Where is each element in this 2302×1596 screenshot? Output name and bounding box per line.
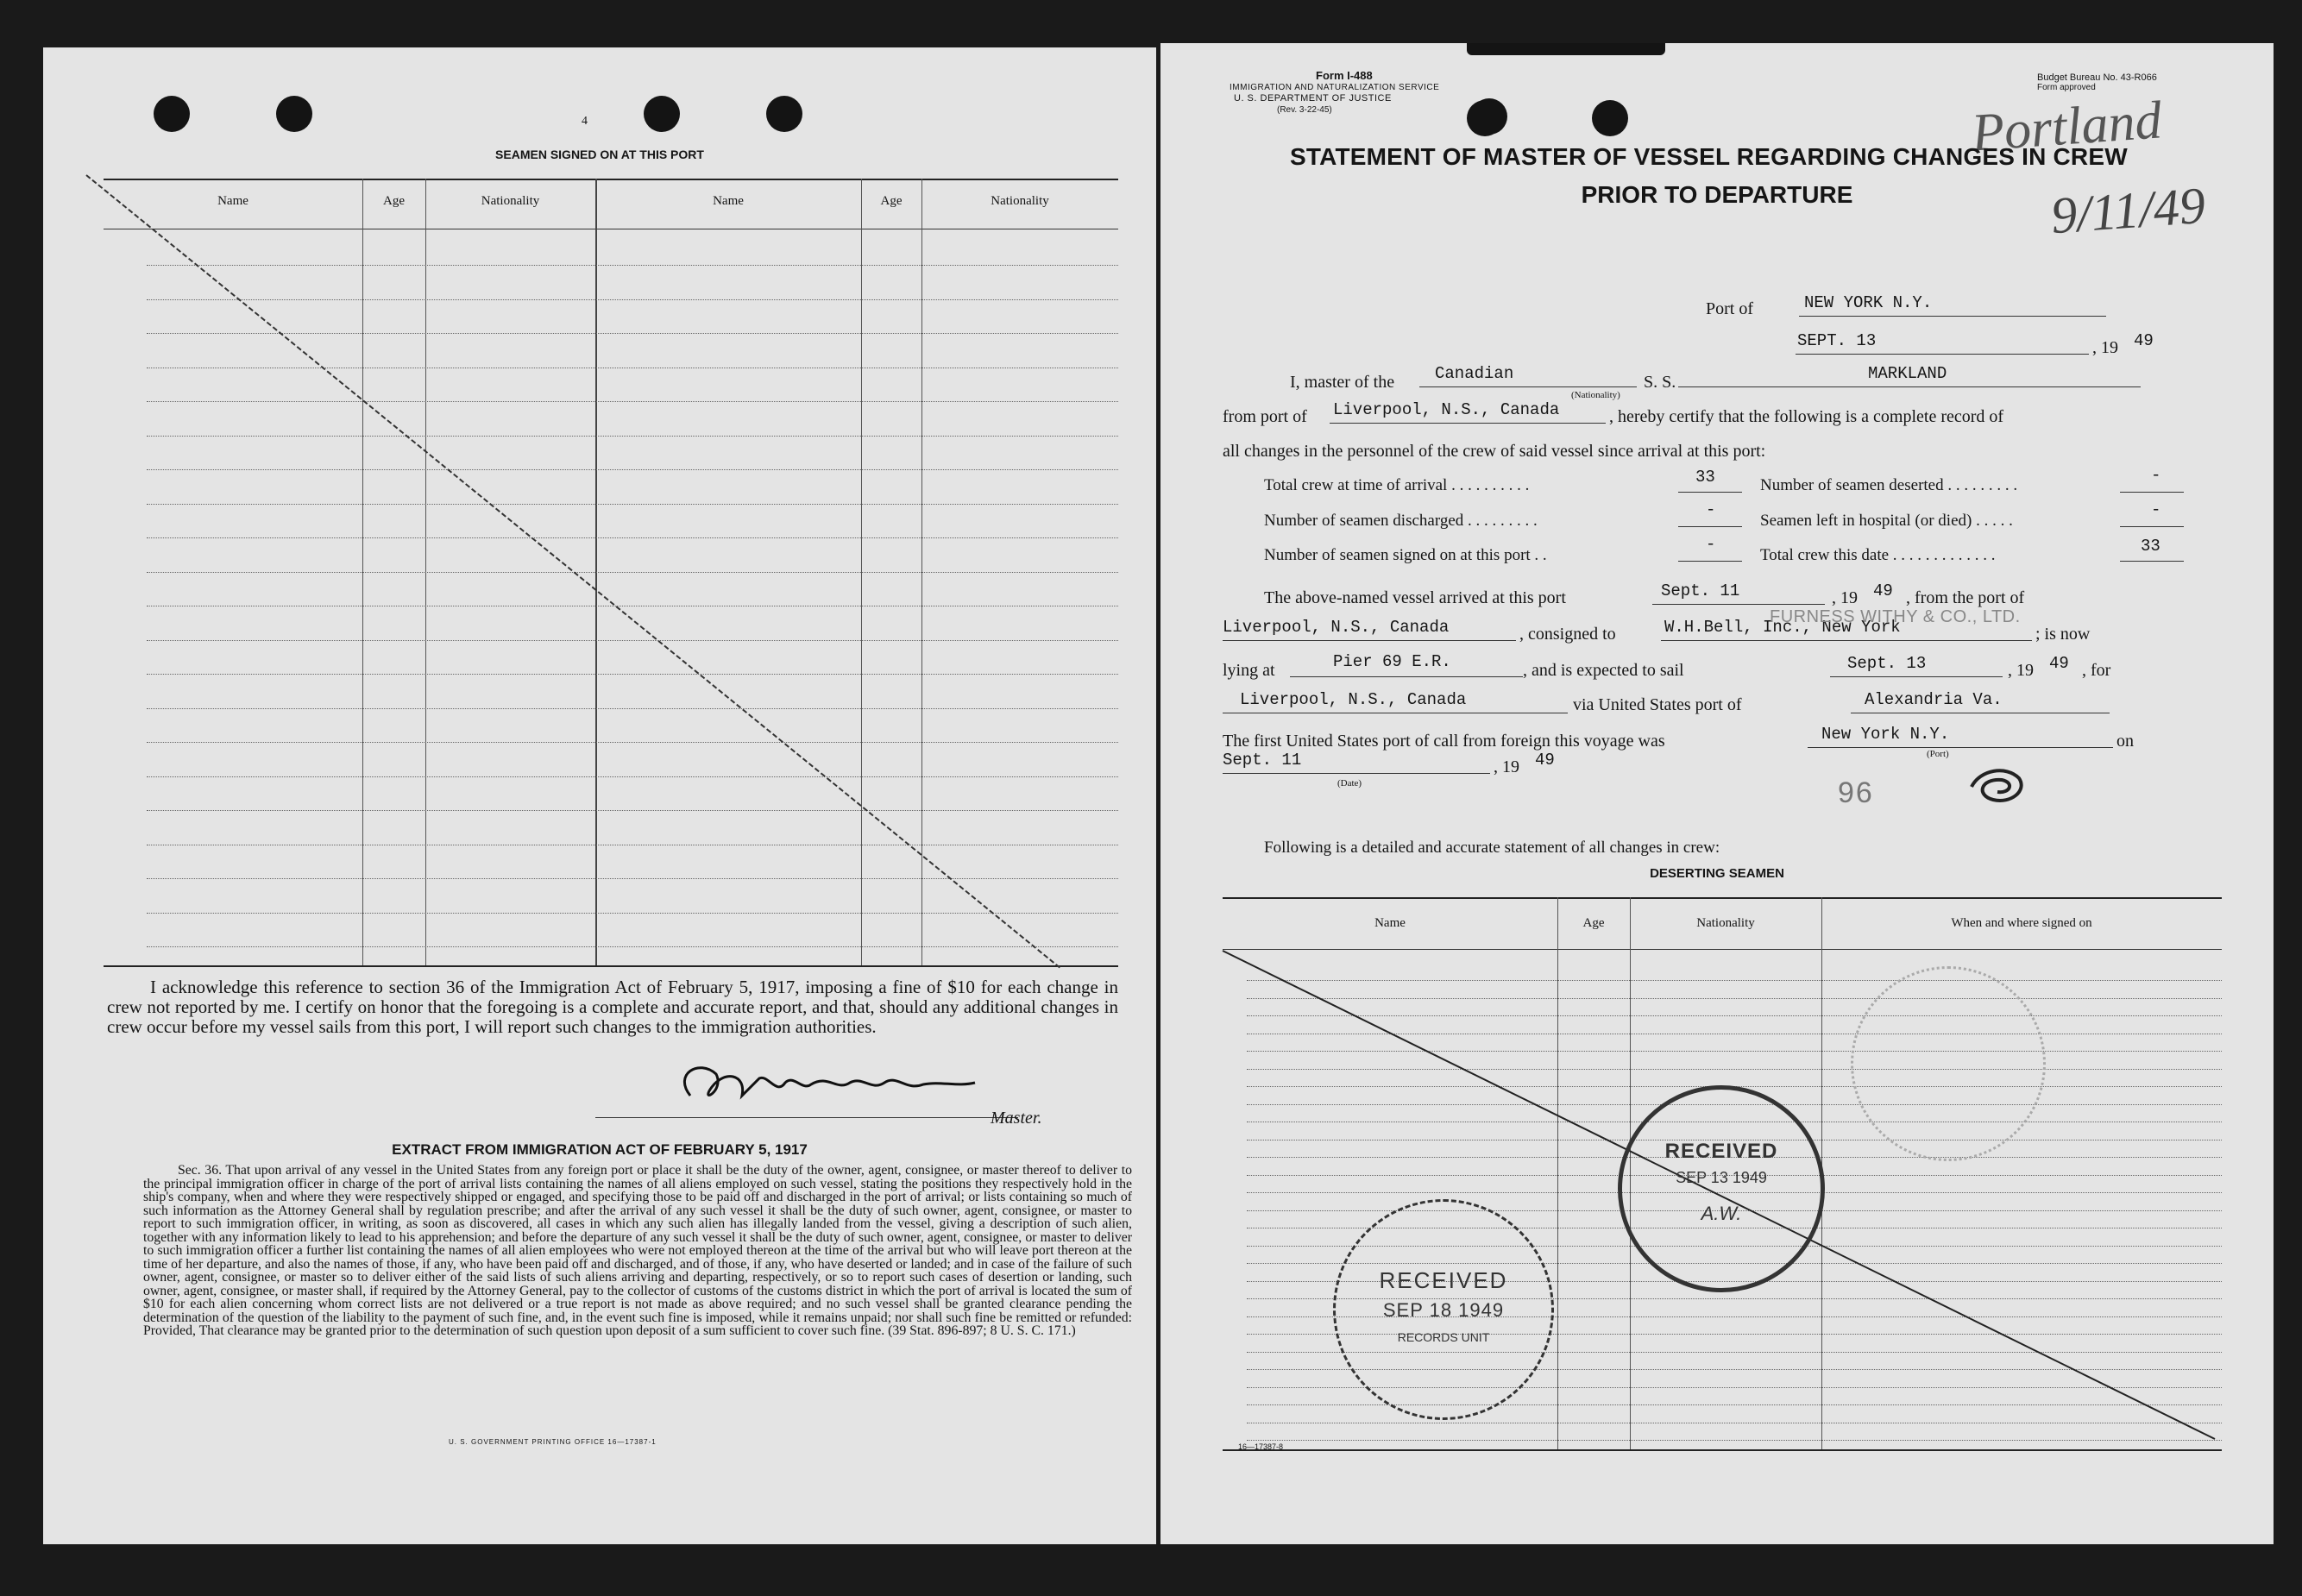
sail-date: Sept. 13 <box>1847 654 1927 673</box>
received-stamp-records <box>1333 1199 1554 1420</box>
handwritten-port-note: Portland <box>1969 91 2164 163</box>
master-signature <box>664 1057 1009 1117</box>
year-prefix: , 19 <box>2092 338 2118 357</box>
stat-total-crew-arrival: Total crew at time of arrival . . . . . . . . . . <box>1264 476 1530 494</box>
call-date: Sept. 11 <box>1223 751 1302 770</box>
revision-date: (Rev. 3-22-45) <box>1277 105 1332 115</box>
nationality-value: Canadian <box>1435 364 1514 383</box>
for-label: , for <box>2082 661 2111 680</box>
deserting-title: DESERTING SEAMEN <box>1650 866 1784 881</box>
arrived-date: Sept. 11 <box>1661 581 1740 600</box>
from-port-of-label: , from the port of <box>1906 588 2025 607</box>
col-header-nationality: Nationality <box>1696 916 1755 930</box>
date-caption: (Date) <box>1337 778 1362 789</box>
nationality-caption: (Nationality) <box>1571 390 1620 400</box>
ship-name: MARKLAND <box>1868 364 1947 383</box>
right-page <box>1160 43 2274 1544</box>
stat-hospital-value: - <box>2151 500 2161 519</box>
col-header-age: Age <box>880 194 903 208</box>
col-header-name: Name <box>217 194 248 208</box>
stat-signed-on: Number of seamen signed on at this port . . <box>1264 546 1547 564</box>
extract-title: EXTRACT FROM IMMIGRATION ACT OF FEBRUARY 5, 1917 <box>392 1141 808 1158</box>
acknowledgement-text: I acknowledge this reference to section 36 of the Immigration Act of February 5, 1917, imposing a fine of $10 for each change in crew not reported by me. I certify on honor that the foregoing is a complete and accurate report, and that, should any additional changes in crew occur before my vessel sails from this port, I will report such changes to the immigration authorities. <box>107 977 1118 1037</box>
form-footer: 16—17387-8 <box>1238 1442 1284 1451</box>
form-number: Form I-488 <box>1316 69 1373 82</box>
agency-name: IMMIGRATION AND NATURALIZATION SERVICE <box>1230 83 1440 92</box>
on-label: on <box>2116 732 2134 751</box>
stat-deserted-value: - <box>2151 466 2161 485</box>
lying-at-label: lying at <box>1223 661 1275 680</box>
faint-circular-stamp <box>1851 966 2046 1161</box>
stat-total-crew-today: Total crew this date . . . . . . . . . . . . . <box>1760 546 1996 564</box>
stat-total-crew-arrival-value: 33 <box>1695 468 1715 487</box>
form-approved: Form approved <box>2037 83 2096 92</box>
department-name: U. S. DEPARTMENT OF JUSTICE <box>1234 93 1392 104</box>
received-stamp-port <box>1618 1085 1825 1292</box>
date-value: SEPT. 13 <box>1797 331 1877 350</box>
furness-withy-stamp: FURNESS WITHY & CO., LTD. <box>1770 607 2021 626</box>
consigned-label: , consigned to <box>1519 625 1616 644</box>
extract-text: Sec. 36. That upon arrival of any vessel in the United States from any foreign port or place it shall be the duty of the owner, agent, consignee, or master thereof to deliver to the principal immigration officer in charge of the port of arrival lists containing the names of all aliens employed on such vessel, stating the positions they respectively hold in the ship's company, when and where they were respectively shipped or engaged, and specifying those to be paid off and discharged in the port of arrival; or lists containing so much of such information as the Attorney General shall by regulation prescribe; and after the arrival of any such vessel it shall be the duty of such owner, agent, consignee, or master to report to such immigration officer, in writing, as soon as discovered, all cases in which any such alien has illegally landed from the vessel, giving a description of such alien, together with any information likely to lead to his apprehension; and before the departure of any such vessel it shall be the duty of such owner, agent, consignee, or master to deliver to such immigration officer a further list containing the names of all alien employees who were not employed thereon at the time of the arrival but who will leave port thereon at the time of her departure, and also the names of those, if any, who have been paid off and discharged, and of those, if any, who have deserted or landed; and in case of the failure of such owner, agent, consignee, or master so to deliver either of the said lists of such aliens arriving and departing, respectively, or so to report such cases of desertion or landing, such owner, agent, consignee, or master shall, if required by the Attorney General, pay to the collector of customs of the customs district in which the port of arrival is located the sum of $10 for each alien concerning whom correct lists are not delivered or a true report is not made as above required; and no such vessel shall be granted clearance pending the determination of the question of the liability to the payment of such fine, and, in the event such fine is imposed, while it remains unpaid; nor shall such fine be remitted or refunded: Provided, That clearance may be granted prior to the determination of such question upon deposit of a sum sufficient to cover such fine. (39 Stat. 896-897; 8 U. S. C. 171.) <box>143 1163 1132 1338</box>
port-label: Port of <box>1706 299 1753 318</box>
arrived-year-prefix: , 19 <box>1832 588 1858 607</box>
form-subtitle: PRIOR TO DEPARTURE <box>1581 181 1853 208</box>
expected-label: , and is expected to sail <box>1523 661 1684 680</box>
sail-year-prefix: , 19 <box>2008 661 2034 680</box>
stamp-initials: A.W. <box>1701 1203 1742 1224</box>
stamp-date: SEP 18 1949 <box>1382 1299 1505 1321</box>
left-page <box>43 47 1156 1544</box>
stat-hospital: Seamen left in hospital (or died) . . . . . <box>1760 512 2013 530</box>
call-year-prefix: , 19 <box>1494 757 1519 776</box>
pier: Pier 69 E.R. <box>1333 652 1451 671</box>
first-port: New York N.Y. <box>1821 725 1950 744</box>
master-label: Master. <box>991 1109 1042 1128</box>
certify-text: , hereby certify that the following is a complete record of <box>1609 407 2004 426</box>
stamp-number: 96 <box>1838 776 1874 809</box>
port-value: NEW YORK N.Y. <box>1804 293 1933 312</box>
all-changes-text: all changes in the personnel of the crew of said vessel since arrival at this port: <box>1223 442 1766 461</box>
section-title: SEAMEN SIGNED ON AT THIS PORT <box>495 148 704 161</box>
printing-office-footer: U. S. GOVERNMENT PRINTING OFFICE 16—17387-1 <box>449 1438 657 1446</box>
year-value: 49 <box>2134 331 2154 350</box>
col-header-age: Age <box>1582 916 1605 930</box>
handwritten-date-note: 9/11/49 <box>2048 176 2207 245</box>
stat-deserted: Number of seamen deserted . . . . . . . . . <box>1760 476 2018 494</box>
ss-label: S. S. <box>1644 373 1676 392</box>
master-of-label: I, master of the <box>1290 373 1395 392</box>
consignee: W.H.Bell, Inc., New York <box>1664 618 1901 637</box>
call-year: 49 <box>1535 751 1555 770</box>
stat-signed-on-value: - <box>1706 535 1716 554</box>
signature-line <box>595 1117 1018 1118</box>
destination: Liverpool, N.S., Canada <box>1240 690 1467 709</box>
from-port-label: from port of <box>1223 407 1307 426</box>
stamp-date: SEP 13 1949 <box>1676 1169 1767 1186</box>
port-caption: (Port) <box>1927 749 1949 759</box>
arrived-label: The above-named vessel arrived at this port <box>1264 588 1566 607</box>
from-port-value: Liverpool, N.S., Canada <box>1333 400 1560 419</box>
via-label: via United States port of <box>1573 695 1742 714</box>
arrived-year: 49 <box>1873 581 1893 600</box>
page-number: 4 <box>582 115 588 128</box>
sail-year: 49 <box>2049 654 2069 673</box>
form-title: STATEMENT OF MASTER OF VESSEL REGARDING CHANGES IN CREW <box>1290 143 2128 170</box>
stamp-received-text: RECEIVED <box>1664 1140 1778 1163</box>
budget-bureau-number: Budget Bureau No. 43-R066 <box>2037 72 2157 83</box>
col-header-name: Name <box>713 194 744 208</box>
col-header-name: Name <box>1374 916 1406 930</box>
col-header-age: Age <box>383 194 405 208</box>
origin-port: Liverpool, N.S., Canada <box>1223 618 1450 637</box>
col-header-nationality: Nationality <box>481 194 540 208</box>
stat-discharged: Number of seamen discharged . . . . . . . . . <box>1264 512 1538 530</box>
following-label: Following is a detailed and accurate statement of all changes in crew: <box>1264 839 1720 857</box>
col-header-signed-on: When and where signed on <box>1951 916 2092 930</box>
strike-through-line <box>43 47 1156 996</box>
stamp-received-text: RECEIVED <box>1379 1267 1508 1293</box>
col-header-nationality: Nationality <box>991 194 1049 208</box>
stat-discharged-value: - <box>1706 500 1716 519</box>
stamp-unit: RECORDS UNIT <box>1397 1330 1490 1344</box>
first-port-label: The first United States port of call from foreign this voyage was <box>1223 732 1665 751</box>
stat-total-crew-today-value: 33 <box>2141 537 2160 556</box>
via-port: Alexandria Va. <box>1865 690 2003 709</box>
is-now-label: ; is now <box>2035 625 2091 644</box>
